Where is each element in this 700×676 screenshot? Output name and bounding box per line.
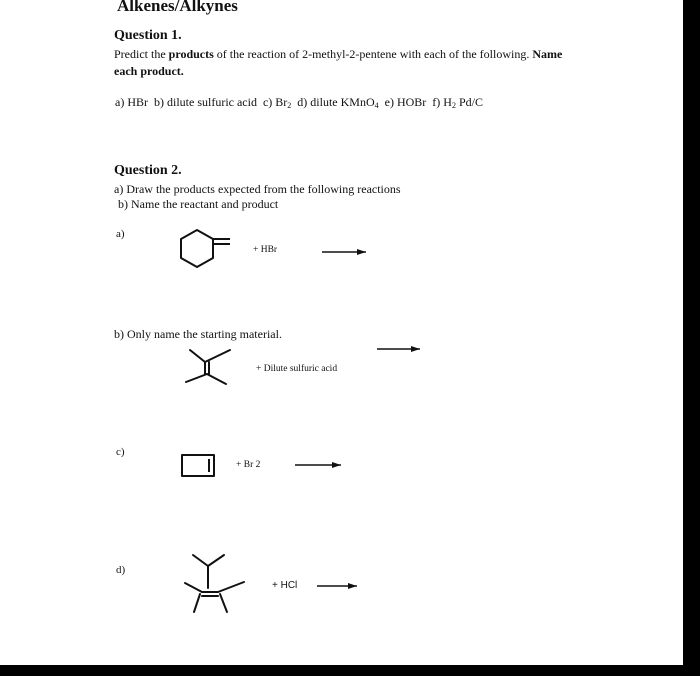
part-c-reagent: + Br 2 — [236, 460, 261, 470]
option-f: f) $H_2$ Pd/C — [432, 95, 483, 110]
question2-instruction-a: a) Draw the products expected from the following reactions — [114, 182, 401, 196]
structure-b-alkene — [186, 350, 230, 384]
part-a-label: a) — [116, 228, 125, 240]
part-b-label: b) Only name the starting material. — [114, 327, 282, 341]
option-c: c) $Br_2$ — [262, 95, 292, 110]
option-b: b) dilute sulfuric acid — [154, 95, 257, 109]
part-d-label: d) — [116, 564, 126, 576]
question1-prompt-line2: each product. — [114, 64, 184, 78]
part-c-label: c) — [116, 446, 125, 458]
page-title: Alkenes/Alkynes — [117, 0, 238, 15]
part-b-reagent: + Dilute sulfuric acid — [256, 364, 338, 374]
structure-a-methylenecyclohexane — [181, 230, 230, 267]
option-a: a) HBr — [115, 95, 148, 109]
prompt-text: Predict the — [114, 47, 169, 61]
structure-c-cyclobutene — [182, 455, 214, 476]
option-d: d) dilute KMnO$_4$ — [297, 95, 379, 110]
structure-d-alkene — [185, 555, 244, 612]
part-a-reagent: + HBr — [253, 245, 278, 255]
option-e: e) HOBr — [384, 95, 427, 109]
prompt-text: of the reaction of 2-methyl-2-pentene with each of the following. — [213, 47, 533, 61]
part-d-reagent: + HCl — [272, 580, 298, 591]
question1-heading: Question 1. — [114, 28, 182, 43]
question2-instruction-b: b) Name the reactant and product — [118, 197, 279, 211]
question2-heading: Question 2. — [114, 163, 182, 178]
prompt-bold-products: products — [168, 47, 214, 61]
prompt-bold-name: Name — [532, 47, 563, 61]
